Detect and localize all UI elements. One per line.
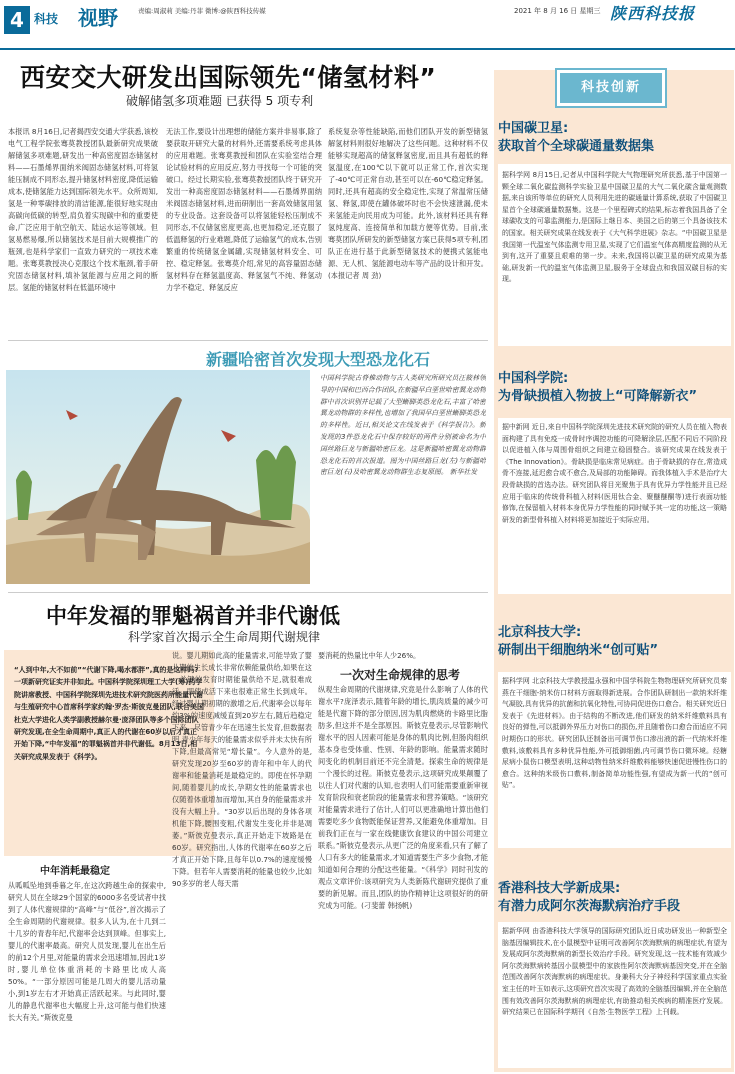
sidebar-item-1-body: 据科学网 8月15日,记者从中国科学院大气物理研究所获悉,基于中国第一颗全球二氧化碳监测科学实验卫星中国碳卫星的大气二氧化碳含量观测数据,来自该所等单位的研究人员利用先进的碳通量计算系统,获取了中国碳卫星首个全球碳通量数据集。这是一个里程碑式的结果,标志着我国具备了全球碳收支的可靠监测能力,是国际上继日本、美国之后的第三个具备该技术的国家。相关研究成果在线发表于《大气科学进展》杂志。“中国碳卫星是我国第一代温室气体监测专用卫星,实现了它们温室气体高精度监测的从无到有,这开了重要且艰难的第一步。未来,我国将以碳卫星的研究成果为基础,研发新一代的温室气体监测卫星,服务于全球盘点和我国双碳目标的实现。	[502, 171, 727, 284]
editor-credits: 责编:周淑莉 美编:丹菲 微博:@陕西科技传媒	[138, 7, 266, 15]
sidebar-item-4-title-a: 香港科技大学新成果:	[498, 881, 621, 896]
metabolism-column-1: 从呱呱坠地到垂暮之年,在这次跨越生命的探索中,研究人员在全球29个国家的6000多名受试者中找到了人体代谢规律的“高峰”与“低谷”,首次揭示了全生命周期的代谢规律。很多人认为,在十几到二十几岁的青春年纪,代谢率会达到顶峰。但事实上,婴儿的代谢率最高。研究人员发现,婴儿在出生后的前12个月里,对能量的需求会迅速增加,因此1岁时,婴儿单位体重消耗的卡路里比成人高50%。“一部分原因可能是几周大的婴儿活动量小,到1岁左右才开始真正活跃起来。与此同时,婴儿的静息代谢率也大幅度上升,这可能与他们快速长大有关。”斯彼克曼	[8, 881, 166, 1022]
metabolism-lead: “人到中年,大不如前”“代谢下降,喝水都胖”,真的是这样吗?一项新研究证实并非如此。中国科学院深圳理工大学(筹)药学院讲席教授、中国科学院深圳先进技术研究院医药所能量代谢与生殖研究中心首席科学家约翰·罗杰·斯彼克曼团队,联合美国杜克大学进化人类学副教授赫尔曼·庞泽团队等多个国际团队研究发现,在全生命周期中,真正人的代谢在60岁以后才真正开始下降,“中年发福”的罪魁祸首并非代谢低。8月13日,相关研究成果发表于《科学》。	[14, 666, 204, 761]
sidebar-item-2-box	[498, 418, 731, 594]
sidebar-item-4-box	[498, 922, 731, 1068]
issue-date: 2021 年 8 月 16 日 星期三	[514, 7, 601, 15]
dino-caption: 中国科学院古脊椎动物与古人类研究所研究员汪筱林领导的中国和巴西合作团队,在新疆早白垩世哈密翼龙动物群中首次识别并记载了大型蜥脚类恐龙化石,丰富了哈密翼龙动物群的多样性,也增加了我国早白垩世蜥脚类恐龙的多样性。近日,相关论文在线发表于《科学报告》。新发现的3件恐龙化石中保存较好的两件分别被命名为中国丝路巨龙与新疆哈密巨龙。这是新疆哈密翼龙动物群恐龙化石的首次报道。图为中国丝路巨龙(左)与新疆哈密巨龙(右)及哈密翼龙动物群生态复原图。 新华社发	[320, 374, 486, 477]
page-number: 4	[4, 6, 30, 34]
header-rule	[0, 48, 735, 50]
section-name: 视野	[78, 6, 118, 30]
sidebar-item-3-title-a: 北京科技大学:	[498, 625, 582, 640]
section-divider	[8, 340, 488, 341]
metabolism-headline: 中年发福的罪魁祸首并非代谢低	[46, 604, 340, 628]
metabolism-column-2: 说。婴儿期如此高的能量需求,可能导致了婴儿期的生长成长非常依赖能量供给,如果在这一关键的发育时期能量供给不足,就很难成活。即使成活下来也很难正常生长到成年。经过婴儿期初期的激增之后,代谢率会以每年约3%的速度减缓直到20岁左右,随后趋稳定下来。尽管青少年在迅速生长发育,但数据表明,青少年每天的能量需求似乎并未太快有所下降,但最高常见“增长量”。今人意外的是,研究发现20岁至60岁的青年和中年人的代谢率和能量消耗是最稳定的。即使在怀孕期间,随着婴儿的成长,孕期女性的能量需求也仅随着体重增加而增加,其自身的能量需求并没有大幅上升。“30岁以后出现的身体各项机能下降,腰围变粗,代谢发生变化并非是凋萎。”斯彼克曼表示,真正开始走下坡路是在60岁。研究指出,人体的代谢率在60岁之后才真正开始下降,且每年以0.7%的速度缓慢下降。但若年人需要消耗的能量也较少,比如90多岁的老人每天需	[172, 651, 312, 888]
section-divider	[8, 592, 488, 593]
dinosaur-illustration	[6, 370, 310, 584]
section-label: 科技	[34, 12, 59, 26]
lead-column-2: 无法工作,要设计出理想的储能方案并非易事,除了要获取开研究大量的材料外,还需要系统考虑具体的应用难题。张骞莫教授和团队在实验室结合理论试验材料的应用反应,努力寻找每一个可能的突破口。经过长期实验,张骞莫教授团队终于研究开发出一种高密度固态储氢材料——石墨烯界面纳米阀固态储氢材料,进而研制出一套高效储氢用氢的专业设备。这套设备可以将氢能轻松压制成不同形态,不仅储氢密度更高,也更加稳定,还克服了低温释氢的行业难题,降低了运输氢气的成本,告别繁重的传统储氢金属罐,实现储氢材料安全、可控、稳定释氢。张骞莫介绍,常见的高容量固态储氢材料存在释氢温度高、释氢氢气不纯、释氢动力学不稳定、释氢反应	[166, 127, 322, 292]
sidebar-item-3-box	[498, 672, 731, 848]
sidebar-item-2-title-a: 中国科学院:	[498, 371, 569, 386]
sidebar-item-2-title-b: 为骨缺损植入物披上“可降解新衣”	[498, 389, 698, 404]
masthead: 陕西科技报	[610, 4, 696, 23]
lead-headline: 西安交大研发出国际领先“储氢材料”	[20, 63, 437, 92]
sidebar-item-2-body: 据中新网 近日,来自中国科学院深圳先进技术研究院的研究人员在植入物表面构建了具有免疫一成骨时序调控功能的可降解涂层,匹配不同后不同阶段以促进植入体与周围骨组织之间建立稳固整合。该研究成果在线发表于《The Innovation》。骨缺损是临床常见病症。由于骨缺损的存在,常造成骨不连接,延迟愈合或不愈合,及局部的功能障碍。而我体植入手术是治疗大段骨缺损的首选办法。研究团队将目光聚焦于具有优异力学性能并且已经应用于临床的传统骨科植入材料(医用钛合金、聚醚醚酮等)进行表面功能修饰,在保留植入材料本身优异力学性能的同时赋予其一定的功能,这一策略研发的新型骨科植入材料将更加接近于实际应用。	[502, 423, 727, 524]
metabolism-subheadline: 科学家首次揭示全生命周期代谢规律	[128, 630, 321, 644]
lead-column-3: 系统复杂等性能缺陷,而他们团队开发的新型储氢解氢材料则很好地解决了这些问题。这种材料不仅能够实现超高的储氢释氢密度,而且具有超低的释氢温度,在100℃以下就可以正常工作,首次实现了-40℃可正常自动,甚至可以在-60℃稳定释氢。同时,还具有超高的安全稳定性,实现了常温常压储氢、释氢,即使在罐体破坏时也不会快速泄漏,使未来氢能走向民用成为可能。此外,该材料还具有释氢纯度高、连接简单和加载方便等优势。目前,张骞莫团队所研发的新型储氢方案已获得5项专利,团队正在进行基于此新型储氢技术的便携式氢能电源、无人机、氢能源电动车等产品的设计和开发。(本报记者 周 劲)	[328, 127, 488, 280]
sidebar-item-3-title-b: 研制出干细胞纳米“创可贴”	[498, 643, 659, 658]
sidebar-item-1-box	[498, 164, 731, 346]
sidebar-item-4-body: 据新华网 由香港科技大学领导的国际研究团队近日成功研发出一种新型全脑基因编辑技术,在小鼠模型中证明可改善阿尔茨海默病的病理症状,有望为发展成阿尔茨海默病的新型长效治疗手段。研究发现,这一技术能有效减少阿尔茨海默病转基因小鼠模型中的家族性阿尔茨海默病基因突变,并在全脑范围改善阿尔茨海默病的病理症状。身兼科大分子神经科学国家重点实验室主任的叶玉如表示,这项研究首次实现了高效的全脑基因编辑,并在全脑范围有效改善阿尔茨海默病的病理症状,有助推动相关疾病的精准医疗发展。研究结果已在国际科学期刊《自然·生物医学工程》上刊载。	[502, 927, 727, 1017]
sidebar-item-1-title-a: 中国碳卫星:	[498, 121, 569, 136]
sidebar-item-1-title-b: 获取首个全球碳通量数据集	[498, 139, 655, 154]
metabolism-column-3a: 要消耗的热量比中年人少26%。	[318, 651, 421, 660]
metabolism-column-3b: 纵观生命周期的代谢规律,究竟是什么影响了人体的代谢水平?庞泽表示,随着年龄的增长,肌肉质量的减少可能是代谢下降的部分原因,因为肌肉燃烧的卡路里比脂肪多,但这并不是全部原因。斯彼克曼表示,尽管影响代谢水平的因人因素可能是身体的肌肉比例,但肠肉组织基本身也受体重、性别、年龄的影响。能量需求随时间变化的机制目前还不完全清楚。探索生命的规律是一个漫长的过程。斯彼克曼表示,这项研究成果颠覆了以往人们对代谢的认知,也表明人们可能需要重新审视发育阶段和衰老阶段的能量需求和营养策略。“该研究对能量需求进行了估计,人们可以更准确地计算出他们需要吃多少食物既能保证营养,又能避免体重增加。目前我们正在与一家在线健康饮食建议的中国公司建立联系。”斯彼克曼表示,从更广泛的角度来看,只有了解了人口有多大的能量需求,才知道需要生产多少食物,才能知道如何合理的分配这些能量。“《科学》同时刊发的观点文章评价:该项研究为人类新陈代谢研究提供了重要的新见解。而且,团队的协作精神让这项很好的的研究成为可能。(刁斐蕾 韩扬帆)	[318, 685, 488, 910]
lead-subheadline: 破解储氢多项难题 已获得 5 项专利	[126, 94, 314, 108]
lead-column-1: 本报讯 8月16日,记者揭西安交通大学获悉,该校电气工程学院张骞莫教授团队最新研究成果破解储氢多项难题,研发出一种高密度固态储氢材料——石墨烯界面纳米阀固态储氢材料,可将氢能压制成不同形态,提升储氢材料密度,降低运输成本,使储氢能力达到国际领先水平。众所周知,氢是一种零碳排放的清洁能源,能很好地实现由高碳向低碳的转型,肩负着实现碳中和的重要使命,广泛应用于航空航天、陆运水运等领域。但氢易燃易爆,所以储氢技术是目前大规模推广的瓶颈,也是科学家们一直致力研究的一项技术难题。张骞莫教授决心克服这个技术瓶颈,着手研究固态储氢材料,填补氢能源与应用之间的断层。氢能的储氢材料在低温环境中	[8, 127, 158, 292]
subhead-midlife: 中年消耗最稳定	[40, 866, 110, 877]
sidebar-item-3-body: 据科学网 北京科技大学教授温永强和中国学科院生物物理研究所研究员秦燕在干细胞-纳米仿口材料方面取得新进展。合作团队研制出一款纳米纤维气凝胶,具有优异的抗菌和抗氧化特性,可协同促进伤口愈合。相关研究近日发表于《先进材料》。由于结构的不断改进,他们研发的纳米纤维敷料具有良好的弹性,可以抵御外界压力对伤口的损伤,并且随着伤口愈合而适应不同时期伤口的形状。研究团队还制备出可调节伤口渗出液的新一代纳米纤维敷料,该敷料具有多种优异性能,外可抵御细菌,内可调节伤口微环境。经糖尿病小鼠伤口模型表明,这种动物性纳米纤维敷料能够快速促进慢性伤口的愈合。这种纳米级伤口敷料,制备简单功能性强,有望成为新一代的“创可贴”。	[502, 677, 727, 790]
dino-headline: 新疆哈密首次发现大型恐龙化石	[206, 350, 431, 369]
subhead-life-cycle: 一次对生命规律的思考	[340, 668, 461, 682]
sidebar-tab-title: 科技创新	[557, 70, 665, 106]
sidebar-item-4-title-b: 有潜力成阿尔茨海默病治疗手段	[498, 899, 681, 914]
